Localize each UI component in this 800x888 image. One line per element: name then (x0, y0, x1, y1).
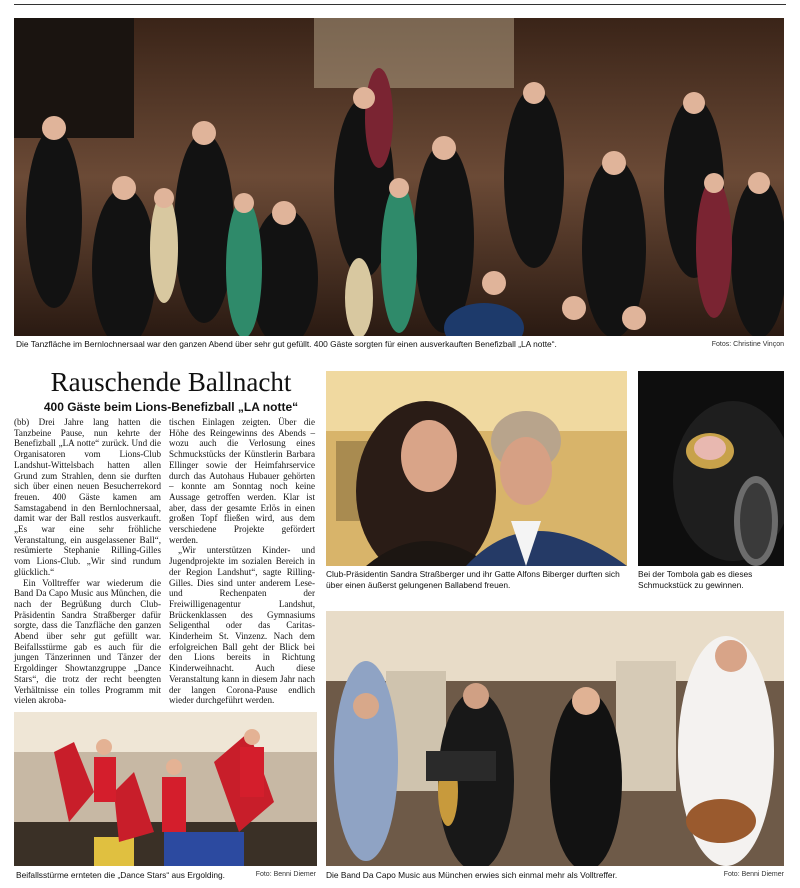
top-photo-credit: Fotos: Christine Vinçon (711, 341, 784, 348)
article-paragraph: (bb) Drei Jahre lang hatten die Tanzbeine Pause, nun kehrte der Benefizball „LA notte“ zurück. Und die Organisatoren vom Lions-Club Landshut-Wittelsbach hatten allen Grund zum Strahlen, denn sie durften sich über einen neuen Besucherrekord freuen. 400 Gäste kamen am Samstagabend in den Bernlochnersaal, damit war der Ball restlos ausverkauft. „Es war eine sehr fröhliche Veranstaltung, ein ausgelassener Ball“, resümierte Stephanie Rilling-Gilles vom Lions-Club. „Wir sind rundum glücklich.“ (14, 417, 161, 577)
band-photo (326, 611, 784, 866)
ring-photo-caption: Bei der Tombola gab es dieses Schmuckstück zu gewinnen. (638, 569, 753, 590)
band-photo-caption: Die Band Da Capo Music aus München erwies sich einmal mehr als Volltreffer. (326, 870, 618, 880)
article-paragraph: tischen Einlagen zeigten. Über die Höhe des Reingewinns des Abends – wozu auch die Verlosung eines Schmuckstücks der Künstlerin Barbara Ellinger sowie der Heimfahrservice durch das Autohaus Hubauer gehörten – konnte am Sonntag noch keine Aussage getroffen werden. Klar ist aber, dass der gesamte Erlös in einen großen Topf fließen wird, aus dem verschiedene Projekte gefördert werden. (169, 417, 315, 545)
top-rule (14, 4, 786, 5)
couple-photo (326, 371, 627, 566)
ballroom-dance-photo (14, 18, 784, 336)
couple-photo-caption: Club-Präsidentin Sandra Straßberger und ihr Gatte Alfons Biberger durften sich über einen äußerst gelungenen Ballabend freuen. (326, 569, 620, 590)
dancers-photo-credit: Foto: Benni Diemer (255, 871, 316, 878)
ring-photo (638, 371, 784, 566)
article-headline: Rauschende Ballnacht (50, 367, 292, 397)
article-column-1 (14, 417, 161, 706)
article-subheadline: 400 Gäste beim Lions-Benefizball „LA notte“ (43, 400, 299, 414)
dancers-photo-caption: Beifallsstürme ernteten die „Dance Stars“ aus Ergolding. (16, 870, 226, 880)
article-paragraph: Ein Volltreffer war wiederum die Band Da Capo Music aus München, die nach der Begrüßung durch Club-Präsidentin Sandra Straßberger dafür sorgte, dass die Tanzfläche den ganzen Abend über sehr gut gefüllt war. Beifallsstürme gab es auch für die jungen Tänzerinnen und Tänzer der Ergoldinger Showtanzgruppe „Dance Stars“, die trotz der recht beengten Verhältnisse ein tolles Programm mit vielen akroba- (14, 577, 161, 706)
top-photo-caption: Die Tanzfläche im Bernlochnersaal war den ganzen Abend über sehr gut gefüllt. 400 Gäste sorgten für einen ausverkauften Benefizball „LA notte“. (16, 339, 557, 349)
article-paragraph: „Wir unterstützen Kinder- und Jugendprojekte im sozialen Bereich in der Region Landshut“, sagte Rilling-Gilles. Dies sind unter anderem Lese- und Rechenpaten der Freiwilligenagentur Landshut, Brückenklassen des Gymnasiums Seligenthal oder das Caritas-Kinderheim St. Vinzenz. Nach dem erfolgreichen Ball geht der Blick bei den Lions bereits in Richtung Kinderweihnacht. Auch diese Veranstaltung kann in diesem Jahr nach der langen Corona-Pause endlich wieder durchgeführt werden. (169, 545, 315, 706)
article-column-2 (169, 417, 315, 706)
dance-stars-photo (14, 712, 317, 866)
band-photo-credit: Foto: Benni Diemer (723, 871, 784, 878)
